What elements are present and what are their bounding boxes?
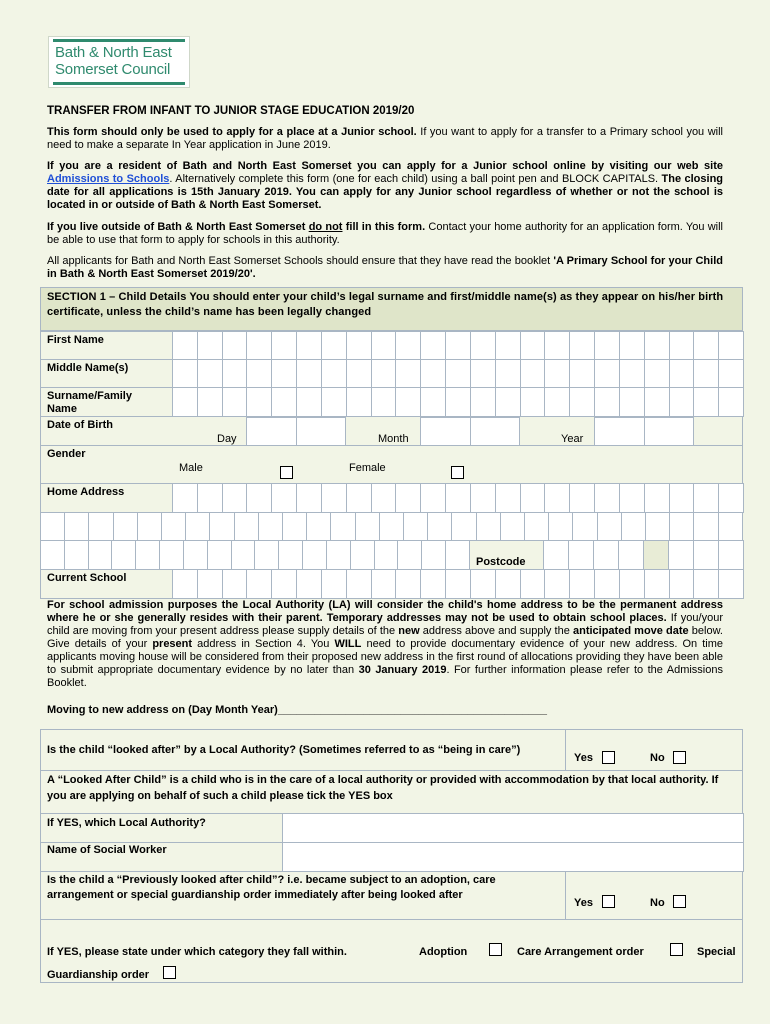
intro-p3-underline: do not xyxy=(308,221,343,233)
social-worker-label: Name of Social Worker xyxy=(47,844,167,856)
note-t3: below. Give details of your xyxy=(47,625,723,650)
previously-options xyxy=(565,871,745,920)
first-name-field[interactable] xyxy=(172,331,744,360)
current-school-label: Current School xyxy=(47,572,127,584)
middle-name-cells xyxy=(173,360,743,387)
form-title: TRANSFER FROM INFANT TO JUNIOR STAGE EDUCATION 2019/20 xyxy=(47,105,415,117)
intro-p4-bold: 'A Primary School for your Child in Bath & North East Somerset 2019/20'. xyxy=(47,255,723,280)
home-address-label: Home Address xyxy=(47,486,125,498)
gender-row xyxy=(40,445,743,484)
looked-after-question: Is the child “looked after” by a Local Authority? (Sometimes referred to as “being in care”) xyxy=(47,744,521,756)
note-t2: address above and supply the xyxy=(419,625,573,637)
surname-cells xyxy=(173,388,743,416)
note-bold-4: present xyxy=(152,638,193,650)
logo-line-2: Somerset Council xyxy=(55,61,171,78)
note-t5: need to provide documentary evidence of your new address. On time applicants moving house will be considered from their proposed new address in the first round of allocations providing they have been able to submit appropriate documentary evidence by no later than xyxy=(47,638,724,676)
looked-after-definition: A “Looked After Child” is a child who is in the care of a local authority or provided with accommodation by that local authority. If you are applying on behalf of such a child please tick the YES box xyxy=(47,774,719,802)
current-school-cells xyxy=(173,570,743,598)
intro-p2-bold: If you are a resident of Bath and North East Somerset you can apply for a Junior school online by visiting our web site xyxy=(47,160,723,172)
intro-paragraph-2 xyxy=(47,160,723,212)
which-la-label: If YES, which Local Authority? xyxy=(47,817,206,829)
home-address-line-3 xyxy=(40,540,743,570)
postcode-label: Postcode xyxy=(476,556,526,568)
care-arrangement-label: Care Arrangement order xyxy=(517,946,644,958)
previously-yes-label: Yes xyxy=(574,897,593,909)
logo-bottom-bar xyxy=(53,82,185,85)
surname-label: Surname/Family Name xyxy=(47,390,132,415)
dob-row xyxy=(40,416,743,446)
looked-after-no-label: No xyxy=(650,752,665,764)
intro-p2-mid: . Alternatively complete this form (one for each child) using a ball point pen and BLOCK CAPITALS. xyxy=(169,173,662,185)
previously-question: Is the child a “Previously looked after child”? i.e. became subject to an adoption, care arrangement or special guardianship order immediately after being looked after xyxy=(47,874,496,901)
special-label: Special xyxy=(697,946,736,958)
looked-after-yes-checkbox[interactable] xyxy=(602,751,615,764)
note-bold-2: new xyxy=(398,625,420,637)
section1-heading: SECTION 1 – Child Details You should enter your child’s legal surname and first/middle name(s) as they appear on his/her birth certificate, unless the child’s name has been legally changed xyxy=(40,287,743,331)
gender-label: Gender xyxy=(47,448,86,460)
intro-p4-text: All applicants for Bath and North East Somerset Schools should ensure that they have read the booklet xyxy=(47,255,554,267)
which-la-field[interactable] xyxy=(282,813,744,843)
note-bold-3: anticipated move date xyxy=(572,625,689,637)
which-la-row xyxy=(40,813,743,843)
home-address-line-1[interactable] xyxy=(172,483,744,513)
intro-p3-bold2: fill in this form. xyxy=(342,221,426,233)
note-t6: . For further information please refer to the Admissions Booklet. xyxy=(47,664,723,689)
admission-note xyxy=(47,599,723,690)
intro-p3-bold: If you live outside of Bath & North East Somerset xyxy=(47,221,309,233)
middle-name-label: Middle Name(s) xyxy=(47,362,129,374)
first-name-cells xyxy=(173,332,743,359)
logo-top-bar xyxy=(53,39,185,42)
note-t4: address in Section 4. You xyxy=(192,638,335,650)
intro-p1-bold: This form should only be used to apply for a place at a Junior school. xyxy=(47,126,417,138)
previously-yes-checkbox[interactable] xyxy=(602,895,615,908)
previously-no-label: No xyxy=(650,897,665,909)
note-bold-6: 30 January 2019 xyxy=(358,664,447,676)
address-line1-cells xyxy=(173,484,743,512)
middle-name-row xyxy=(40,359,743,388)
surname-field[interactable] xyxy=(172,387,744,417)
looked-after-row xyxy=(40,729,743,771)
moving-date-line[interactable]: Moving to new address on (Day Month Year)____________________________________________ xyxy=(47,704,548,716)
looked-after-definition-row xyxy=(40,770,743,814)
adoption-label: Adoption xyxy=(419,946,468,958)
intro-p3-rest: Contact your home authority for an application form. You will be able to use that form to apply for schools in this authority. xyxy=(47,221,723,246)
male-checkbox[interactable] xyxy=(280,466,293,479)
month-label: Month xyxy=(378,433,409,445)
surname-row xyxy=(40,387,743,417)
postcode-cells xyxy=(544,541,743,569)
intro-paragraph-3 xyxy=(47,221,723,247)
year-label: Year xyxy=(561,433,584,445)
postcode-field[interactable] xyxy=(543,540,744,570)
logo-line-1: Bath & North East xyxy=(55,44,172,61)
adoption-checkbox[interactable] xyxy=(489,943,502,956)
intro-paragraph-1 xyxy=(47,126,723,152)
home-address-line-2[interactable] xyxy=(40,512,743,541)
admissions-link[interactable]: Admissions to Schools xyxy=(47,173,170,185)
day-field[interactable] xyxy=(246,417,346,446)
looked-after-no-checkbox[interactable] xyxy=(673,751,686,764)
dob-label: Date of Birth xyxy=(47,419,113,431)
current-school-row xyxy=(40,569,743,599)
note-bold-5: WILL xyxy=(334,638,362,650)
middle-name-field[interactable] xyxy=(172,359,744,388)
address-line3-field[interactable] xyxy=(40,540,470,570)
address-line3-cells xyxy=(41,541,469,569)
care-arrangement-checkbox[interactable] xyxy=(670,943,683,956)
looked-after-options xyxy=(565,729,745,771)
intro-p1-rest: If you want to apply for a transfer to a Primary school you will need to make a separate In Year application in June 2019. xyxy=(47,126,723,151)
first-name-row xyxy=(40,331,743,360)
male-label: Male xyxy=(179,462,203,474)
intro-p2-closing: The closing date for all applications is 15th January 2019. You can apply for any Junior school regardless of whether or not the school is located in or outside of Bath & North East Somerset. xyxy=(47,173,724,211)
guardianship-label: Guardianship order xyxy=(47,969,150,981)
council-logo xyxy=(48,36,190,88)
intro-paragraph-4 xyxy=(47,255,723,281)
social-worker-field[interactable] xyxy=(282,842,744,872)
looked-after-yes-label: Yes xyxy=(574,752,593,764)
female-checkbox[interactable] xyxy=(451,466,464,479)
first-name-label: First Name xyxy=(47,334,104,346)
month-field[interactable] xyxy=(420,417,520,446)
category-row xyxy=(40,919,743,983)
note-t1: If you/your child are moving from your present address please supply details of the xyxy=(47,612,723,637)
social-worker-row xyxy=(40,842,743,872)
year-field[interactable] xyxy=(594,417,694,446)
note-bold-1: For school admission purposes the Local Authority (LA) will consider the child's home address to be the permanent address where he or she generally resides with their parent. Temporary addresses may not be used to obtain school places. xyxy=(47,599,723,624)
special-guardianship-checkbox[interactable] xyxy=(163,966,176,979)
female-label: Female xyxy=(349,462,386,474)
address-line2-cells xyxy=(41,513,742,540)
home-address-row-1 xyxy=(40,483,743,513)
previously-no-checkbox[interactable] xyxy=(673,895,686,908)
current-school-field[interactable] xyxy=(172,569,744,599)
day-label: Day xyxy=(217,433,237,445)
previously-looked-after-row xyxy=(40,871,743,920)
category-question: If YES, please state under which category they fall within. xyxy=(47,946,347,958)
